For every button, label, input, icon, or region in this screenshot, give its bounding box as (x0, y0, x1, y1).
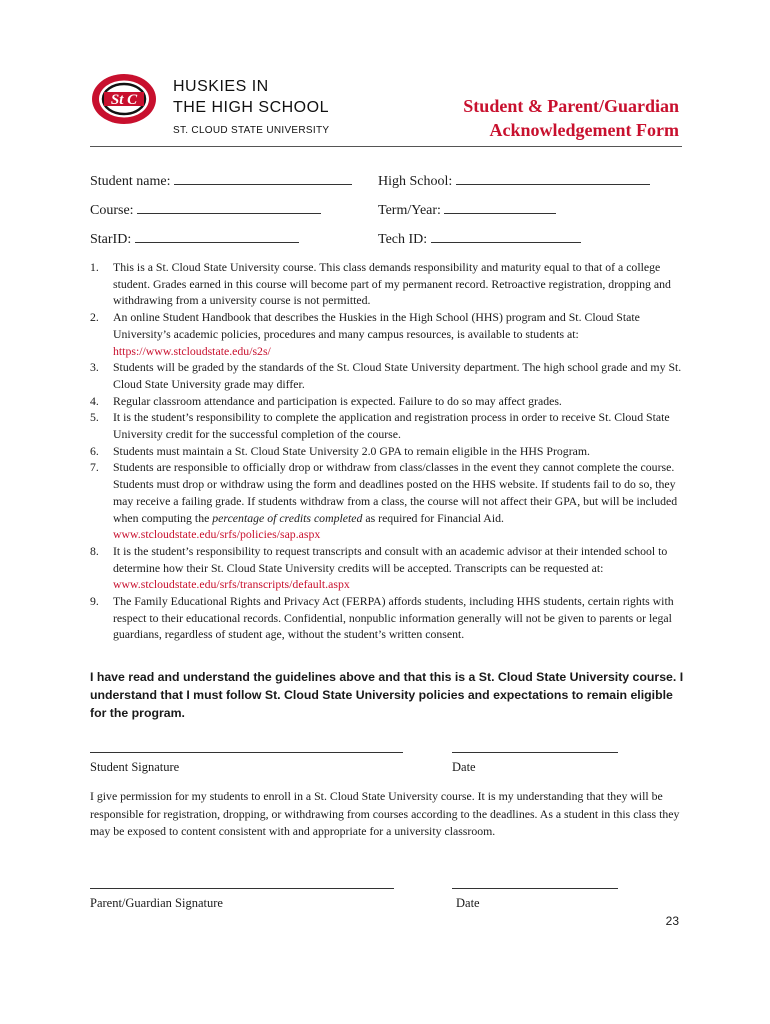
tech-id-label: Tech ID: (378, 232, 428, 247)
list-item (90, 459, 685, 543)
brand-line-1: HUSKIES IN (173, 78, 269, 95)
item-number: 7. (90, 460, 99, 475)
parent-date-line[interactable] (452, 888, 618, 889)
list-item (90, 443, 685, 460)
term-year-blank[interactable] (444, 201, 556, 214)
course-label: Course: (90, 203, 134, 218)
parent-date-label: Date (456, 896, 480, 910)
parent-signature-label: Parent/Guardian Signature (90, 896, 223, 910)
brand-line-3: ST. CLOUD STATE UNIVERSITY (173, 125, 330, 136)
transcripts-link[interactable]: www.stcloudstate.edu/srfs/transcripts/default.aspx (113, 577, 350, 592)
student-name-label: Student name: (90, 174, 171, 189)
item-text: It is the student’s responsibility to request transcripts and consult with an academic advisor at their intended school to determine how their St. Cloud State University credits will be accepted. Transcripts can be requested at: (113, 543, 668, 575)
high-school-field[interactable] (378, 172, 650, 190)
item-italic-text: percentage of credits completed (212, 510, 363, 525)
course-blank[interactable] (137, 201, 321, 214)
guidelines-list (90, 259, 685, 643)
tech-id-field[interactable] (378, 230, 581, 248)
starid-label: StarID: (90, 232, 132, 247)
item-text: This is a St. Cloud State University course. This class demands responsibility and maturity equal to that of a college student. Grades earned in this course will become part of my permanent record. Retroactive registration, dropping and withdrawing from a university course is not permitted. (113, 260, 671, 308)
tech-id-blank[interactable] (431, 230, 581, 243)
form-title-line-2: Acknowledgement Form (489, 120, 679, 140)
item-text: An online Student Handbook that describes the Huskies in the High School (HHS) program and St. Cloud State University’s academic policies, procedures and many campus resources, is available to students at: (113, 310, 640, 341)
item-number: 1. (90, 260, 99, 274)
term-year-field[interactable] (378, 201, 556, 219)
form-title-line-1: Student & Parent/Guardian (463, 96, 679, 116)
student-name-blank[interactable] (174, 172, 352, 185)
scsu-logo (90, 72, 158, 126)
header-divider (90, 146, 682, 147)
high-school-blank[interactable] (456, 172, 650, 185)
parent-permission-paragraph: I give permission for my students to enroll in a St. Cloud State University course. It is my understanding that they will be responsible for registration, dropping, or withdrawing from courses according to the deadlines. As a student in this class they may be exposed to content consistent with and appropriate for a university classroom. (90, 789, 680, 838)
student-handbook-link[interactable]: https://www.stcloudstate.edu/s2s/ (113, 343, 271, 358)
course-field[interactable] (90, 201, 321, 219)
item-number: 6. (90, 443, 99, 458)
item-text: Regular classroom attendance and participation is expected. Failure to do so may affect grades. (113, 393, 562, 408)
student-date-label: Date (452, 760, 476, 774)
sap-policy-link[interactable]: www.stcloudstate.edu/srfs/policies/sap.aspx (113, 527, 321, 542)
item-number: 3. (90, 360, 99, 375)
parent-signature-line[interactable] (90, 888, 394, 889)
item-text: Students must maintain a St. Cloud State University 2.0 GPA to remain eligible in the HHS Program. (113, 443, 590, 458)
brand-line-2: THE HIGH SCHOOL (173, 99, 329, 116)
item-number: 4. (90, 393, 99, 408)
list-item (90, 409, 685, 442)
svg-text:St C: St C (110, 92, 138, 108)
student-signature-label: Student Signature (90, 760, 180, 774)
acknowledgement-statement: I have read and understand the guidelines above and that this is a St. Cloud State University course. I understand that I must follow St. Cloud State University policies and expectations to remain eligible for the program. (90, 670, 684, 720)
item-text: Students are responsible to officially drop or withdraw from class/classes in the event they cannot complete the course. Students must drop or withdraw using the form and deadlines posted on the HHS website. If students fail to do so, they may receive a failing grade. If students withdraw from a class, the course will not affect their GPA, but will be included when computing the (113, 460, 678, 525)
list-item (90, 359, 685, 392)
item-number: 9. (90, 594, 99, 609)
list-item (90, 309, 685, 359)
starid-field[interactable] (90, 230, 299, 248)
list-item (90, 393, 685, 410)
student-signature-line[interactable] (90, 752, 403, 753)
high-school-label: High School: (378, 174, 453, 189)
item-number: 8. (90, 543, 99, 558)
list-item (90, 543, 685, 593)
item-text: Students will be graded by the standards of the St. Cloud State University department. The high school grade and my St. Cloud State University grade may differ. (113, 360, 682, 391)
form-title (379, 94, 679, 142)
item-text: It is the student’s responsibility to complete the application and registration process in order to receive St. Cloud State University credit for the successful completion of the course. (113, 410, 670, 442)
page-number: 23 (665, 914, 679, 928)
term-year-label: Term/Year: (378, 203, 441, 218)
student-date-line[interactable] (452, 752, 618, 753)
item-number: 2. (90, 310, 99, 325)
item-number: 5. (90, 410, 99, 425)
item-text: as required for Financial Aid. (362, 510, 504, 525)
list-item (90, 259, 685, 309)
student-name-field[interactable] (90, 172, 352, 190)
item-text: The Family Educational Rights and Privacy Act (FERPA) affords students, including HHS students, certain rights with respect to their educational records. Confidential, nonpublic information generally will not be given to parents or legal guardians, regardless of student age, without the student’s written consent. (113, 594, 674, 642)
list-item (90, 593, 685, 643)
starid-blank[interactable] (135, 230, 299, 243)
